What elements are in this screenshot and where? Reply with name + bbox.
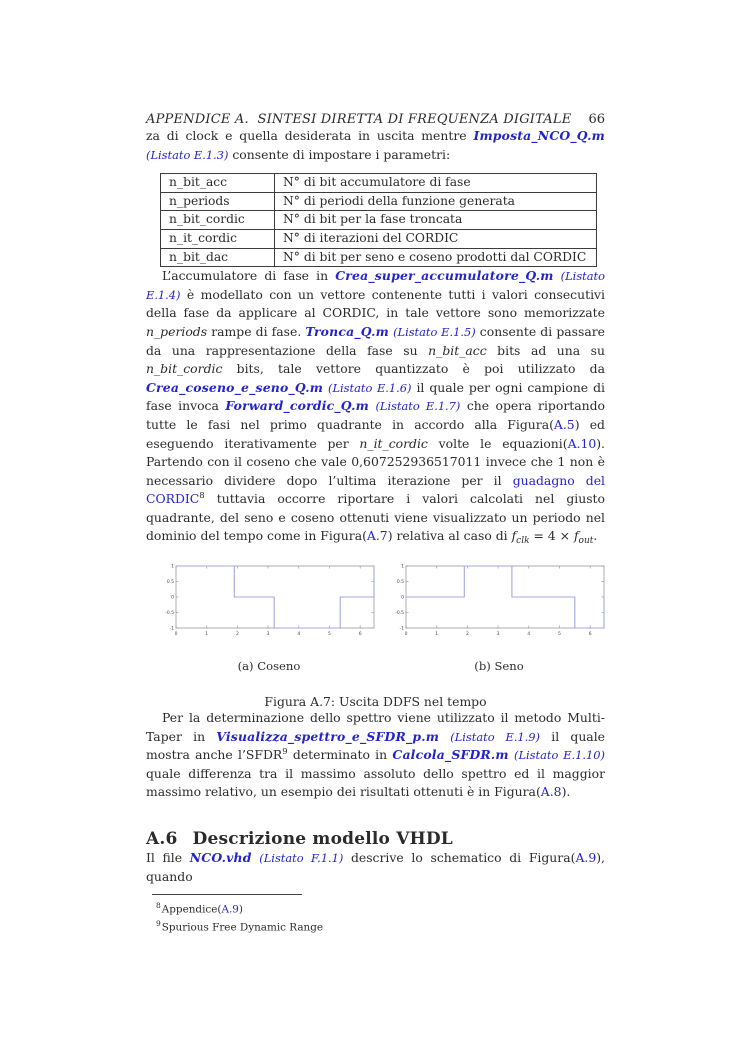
text-run: ) ed eseguendo iterativamente per (146, 416, 605, 451)
figure-a7 (146, 564, 605, 673)
text-run: ) (238, 903, 243, 916)
text-run: ), quando (146, 850, 605, 884)
footnote-marker: 8 (199, 491, 205, 502)
text-run: ) relativa al caso di (387, 528, 512, 544)
svg-text:0: 0 (171, 595, 174, 601)
running-header (146, 112, 605, 127)
footnote (146, 899, 605, 917)
footnote-rule (152, 894, 302, 895)
footnote-marker: 9 (282, 747, 288, 758)
text-run: bits, tale vettore quantizzato è poi utilizzato da (222, 361, 605, 377)
text-run: Per la determinazione dello spettro viene utilizzato il metodo Multi-Taper in (146, 710, 605, 744)
svg-text:-1: -1 (399, 626, 404, 632)
param-name-cell: n_it_cordic (161, 229, 275, 248)
table-row (161, 211, 597, 230)
paragraph-vhdl (146, 849, 605, 886)
svg-text:-0.5: -0.5 (395, 611, 404, 617)
text-run: f (573, 528, 579, 544)
svg-text:1: 1 (401, 564, 404, 570)
text-run: consente di passare da una rappresentazione della fase su (146, 323, 605, 358)
text-run: che opera riportando tutte le fasi nel primo quadrante in accordo alla Figura( (146, 398, 605, 432)
text-run: za di clock e quella desiderata in uscita mentre (146, 128, 474, 143)
svg-text:2: 2 (465, 632, 469, 638)
text-run: n_bit_acc (428, 342, 487, 358)
text-run: il quale mostra anche l’SFDR (146, 728, 605, 763)
cross-ref-link[interactable]: guadagno del CORDIC (146, 472, 606, 507)
svg-text:4: 4 (297, 632, 301, 638)
svg-text:1: 1 (205, 632, 209, 638)
param-desc-cell: N° di bit per seno e coseno prodotti dal CORDIC (275, 248, 597, 267)
text-run: descrive lo schematico di Figura( (343, 850, 576, 866)
listing-ref-link[interactable]: (Listato F.1.1) (259, 851, 344, 866)
footnotes (146, 894, 605, 936)
script-name-link[interactable]: Calcola_SFDR.m (392, 747, 509, 763)
text-run: Spurious Free Dynamic Range (161, 921, 324, 934)
text-run: n_periods (146, 323, 208, 339)
text-run: . (593, 528, 598, 544)
svg-text:-1: -1 (169, 626, 174, 632)
footnote (146, 917, 605, 935)
script-name-link[interactable]: Tronca_Q.m (305, 323, 389, 339)
text-run: L’accumulatore di fase in (162, 268, 336, 284)
text-run: determinato in (287, 747, 393, 763)
listing-ref-link[interactable]: (Listato E.1.9) (450, 729, 540, 744)
page-number: 66 (588, 112, 605, 127)
text-run: il quale per ogni campione di fase invoca (146, 379, 605, 414)
text-run: out (578, 536, 594, 547)
table-row (161, 192, 597, 211)
text-run: quale differenza tra il massimo assoluto dello spettro ed il maggior massimo relativo, un esempio dei risultati ottenuti è in Figura( (146, 765, 605, 800)
paragraph-accumulator (146, 267, 605, 546)
table-row (161, 248, 597, 267)
text-run: è modellato con un vettore contenente tutti i valori consecutivi della fase da applicare al CORDIC, in tale vettore sono memorizzate (146, 286, 605, 321)
svg-text:5: 5 (328, 632, 331, 638)
script-name-link[interactable]: NCO.vhd (189, 850, 252, 866)
text-run: ). (561, 784, 571, 800)
svg-text:0: 0 (401, 595, 404, 601)
listing-ref-link[interactable]: (Listato E.1.4) (146, 269, 605, 302)
text-run: n_it_cordic (359, 435, 428, 451)
svg-text:6: 6 (358, 632, 362, 638)
paragraph-spectrum (146, 709, 605, 802)
svg-text:1: 1 (435, 632, 439, 638)
footnote-list (146, 899, 605, 936)
footnote-marker: 8 (156, 901, 161, 911)
text-run: n_bit_cordic (146, 361, 223, 377)
footnote-marker: 9 (156, 919, 161, 929)
svg-text:0: 0 (404, 632, 408, 638)
listing-ref-link[interactable]: (Listato E.1.7) (375, 399, 461, 414)
cross-ref-link[interactable]: A.8 (540, 784, 562, 800)
text-run: ). Partendo con il coseno che vale 0,607252936517011 invece che 1 non è necessario dividere dopo l’ultima iterazione per il (146, 435, 605, 488)
svg-text:6: 6 (588, 632, 592, 638)
param-desc-cell: N° di bit accumulatore di fase (275, 174, 597, 193)
svg-text:5: 5 (558, 632, 561, 638)
cross-ref-link[interactable]: A.5 (553, 416, 575, 432)
param-name-cell: n_bit_cordic (161, 211, 275, 230)
paragraph-intro (146, 127, 605, 164)
script-name-link[interactable]: Crea_super_accumulatore_Q.m (335, 268, 554, 284)
svg-text:0.5: 0.5 (166, 580, 174, 586)
text-run: tuttavia occorre riportare i valori calcolati nel giusto quadrante, del seno e coseno ottenuti viene visualizzato un periodo nel dominio del tempo come in Figura( (146, 491, 605, 544)
section-number: A.6 (146, 829, 178, 850)
param-desc-cell: N° di periodi della funzione generata (275, 192, 597, 211)
text-run: clk (516, 536, 530, 547)
svg-text:2: 2 (235, 632, 239, 638)
cosine-step-plot (162, 564, 376, 642)
cross-ref-link[interactable]: A.9 (575, 850, 597, 866)
svg-text:0.5: 0.5 (396, 580, 404, 586)
text-run: = 4 × (529, 528, 574, 544)
sine-step-plot (392, 564, 606, 642)
text-run: rampe di fase. (207, 323, 306, 339)
subplot-coseno (162, 564, 376, 673)
script-name-link[interactable]: Imposta_NCO_Q.m (473, 128, 605, 143)
cross-ref-link[interactable]: A.7 (366, 528, 388, 544)
parameters-table (160, 173, 597, 267)
script-name-link[interactable]: Visualizza_spettro_e_SFDR_p.m (216, 728, 440, 744)
svg-text:-0.5: -0.5 (165, 611, 174, 617)
script-name-link[interactable]: Crea_coseno_e_seno_Q.m (146, 379, 324, 395)
param-desc-cell: N° di iterazioni del CORDIC (275, 229, 597, 248)
text-run (439, 729, 450, 744)
param-name-cell: n_periods (161, 192, 275, 211)
listing-ref-link[interactable]: (Listato E.1.10) (514, 748, 605, 763)
figure-caption: Figura A.7: Uscita DDFS nel tempo (264, 694, 487, 710)
cross-ref-link[interactable]: A.9 (221, 903, 239, 916)
section-title: Descrizione modello VHDL (192, 829, 453, 850)
listing-ref-link[interactable]: (Listato E.1.5) (393, 324, 476, 339)
svg-text:3: 3 (496, 632, 500, 638)
text-run: Appendice( (161, 903, 222, 916)
param-desc-cell: N° di bit per la fase troncata (275, 211, 597, 230)
text-column (146, 112, 605, 936)
script-name-link[interactable]: Forward_cordic_Q.m (225, 398, 369, 414)
svg-text:0: 0 (174, 632, 178, 638)
table-row (161, 229, 597, 248)
listing-ref-link[interactable]: (Listato E.1.3) (146, 147, 229, 162)
parameters-table-body (161, 174, 597, 267)
svg-text:1: 1 (171, 564, 174, 570)
subcaption-b: (b) Seno (474, 659, 524, 674)
text-run: bits ad una su (486, 342, 605, 358)
subplot-seno (392, 564, 606, 673)
table-row (161, 174, 597, 193)
cross-ref-link[interactable]: A.10 (567, 435, 597, 451)
subcaption-a: (a) Coseno (237, 659, 301, 674)
text-run: f (511, 528, 517, 544)
listing-ref-link[interactable]: (Listato E.1.6) (328, 380, 412, 395)
text-run: Il file (146, 850, 190, 866)
header-title: APPENDICE A. SINTESI DIRETTA DI FREQUENZA DIGITALE (146, 112, 572, 127)
param-name-cell: n_bit_dac (161, 248, 275, 267)
svg-text:4: 4 (527, 632, 531, 638)
text-run (554, 268, 561, 283)
param-name-cell: n_bit_acc (161, 174, 275, 193)
text-run: volte le equazioni( (427, 435, 568, 451)
svg-text:3: 3 (266, 632, 270, 638)
text-run: consente di impostare i parametri: (228, 146, 451, 162)
section-heading (146, 829, 605, 849)
